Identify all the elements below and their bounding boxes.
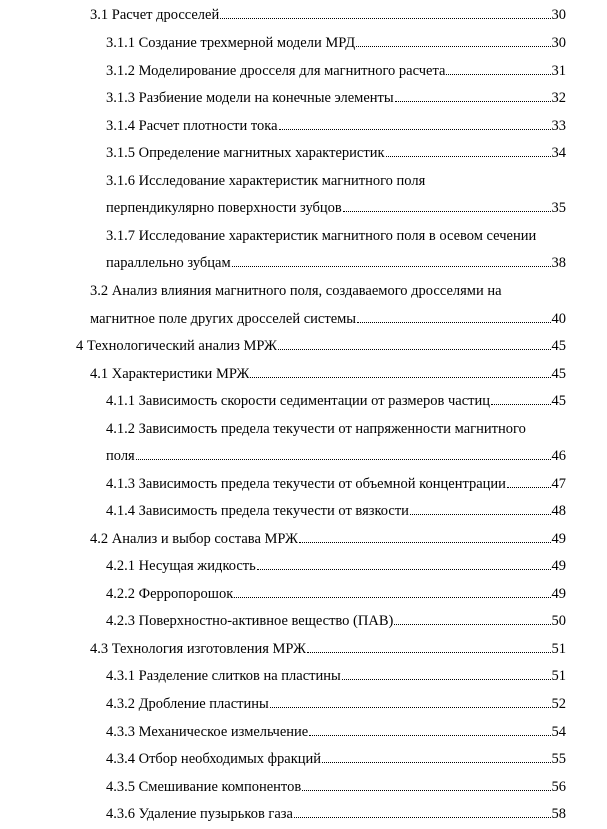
toc-row — [0, 280, 607, 302]
dot-leader — [386, 143, 551, 157]
dot-leader — [343, 198, 551, 212]
toc-entry-3-1-6[interactable] — [106, 197, 566, 219]
toc-row — [0, 197, 607, 219]
toc-row — [0, 473, 607, 495]
toc-entry-title: 4.2.3 Поверхностно-активное вещество (ПАВ) — [106, 613, 394, 629]
toc-row — [0, 555, 607, 577]
toc-row — [0, 528, 607, 550]
toc-row — [0, 115, 607, 137]
toc-page-number: 52 — [551, 696, 566, 712]
toc-entry-title: 3.1.1 Создание трехмерной модели МРД — [106, 35, 356, 51]
toc-entry-title: 3.1.4 Расчет плотности тока — [106, 118, 278, 134]
dot-leader — [294, 804, 551, 818]
toc-row — [0, 335, 607, 357]
toc-entry-4-2-2[interactable] — [106, 583, 566, 605]
toc-page-number: 49 — [551, 558, 566, 574]
toc-entry-title: параллельно зубцам — [106, 255, 231, 271]
toc-page-number: 30 — [551, 7, 566, 23]
toc-row — [0, 748, 607, 770]
toc-entry-4-3[interactable] — [90, 638, 566, 660]
toc-entry-title: 4.3.6 Удаление пузырьков газа — [106, 806, 293, 822]
toc-row — [0, 583, 607, 605]
toc-row — [0, 308, 607, 330]
toc-page-number: 31 — [551, 63, 566, 79]
dot-leader — [410, 501, 551, 515]
toc-page-number: 47 — [551, 476, 566, 492]
dot-leader — [446, 61, 550, 75]
toc-row — [0, 60, 607, 82]
toc-entry-4-2[interactable] — [90, 528, 566, 550]
dot-leader — [356, 33, 550, 47]
dot-leader — [307, 639, 551, 653]
toc-entry-title: 3.1.2 Моделирование дросселя для магнитного расчета — [106, 63, 446, 79]
toc-entry-3-1-7[interactable] — [106, 252, 566, 274]
dot-leader — [357, 309, 550, 323]
dot-leader — [278, 336, 551, 350]
toc-page-number: 40 — [551, 311, 566, 327]
toc-row — [0, 87, 607, 109]
dot-leader — [302, 777, 550, 791]
toc-page-number: 54 — [551, 724, 566, 740]
toc-row — [0, 170, 607, 192]
toc-entry-title-line1[interactable]: 4.1.2 Зависимость предела текучести от напряженности магнитного — [106, 421, 526, 437]
toc-page-number: 49 — [551, 531, 566, 547]
toc-entry-title: 3.1.5 Определение магнитных характеристик — [106, 145, 385, 161]
toc-page-number: 30 — [551, 35, 566, 51]
toc-entry-4-1-2[interactable] — [106, 445, 566, 467]
toc-entry-title-line1[interactable]: 3.1.7 Исследование характеристик магнитного поля в осевом сечении — [106, 228, 537, 244]
toc-entry-title: 4.2.2 Ферропорошок — [106, 586, 234, 602]
toc-page-number: 35 — [551, 200, 566, 216]
toc-entry-title: 3.1.3 Разбиение модели на конечные элементы — [106, 90, 394, 106]
toc-entry-title: 4.1.4 Зависимость предела текучести от вязкости — [106, 503, 409, 519]
toc-row — [0, 665, 607, 687]
toc-row — [0, 390, 607, 412]
toc-page-number: 38 — [551, 255, 566, 271]
dot-leader — [257, 556, 551, 570]
toc-entry-title: 4.1 Характеристики МРЖ — [90, 366, 250, 382]
toc-row — [0, 32, 607, 54]
toc-page-number: 45 — [551, 338, 566, 354]
toc-entry-title: 4.2.1 Несущая жидкость — [106, 558, 256, 574]
dot-leader — [270, 694, 551, 708]
toc-row — [0, 142, 607, 164]
toc-entry-4-3-4[interactable] — [106, 748, 566, 770]
dot-leader — [507, 474, 551, 488]
toc-row — [0, 610, 607, 632]
toc-page-number: 48 — [551, 503, 566, 519]
toc-entry-3-1-5[interactable] — [106, 142, 566, 164]
toc-entry-title: 4.3.1 Разделение слитков на пластины — [106, 668, 341, 684]
toc-entry-4-3-5[interactable] — [106, 776, 566, 798]
toc-entry-title: 4.3.2 Дробление пластины — [106, 696, 269, 712]
toc-entry-4-2-3[interactable] — [106, 610, 566, 632]
toc-entry-3-1-3[interactable] — [106, 87, 566, 109]
toc-page-number: 32 — [551, 90, 566, 106]
toc-entry-title: 4.3 Технология изготовления МРЖ — [90, 641, 306, 657]
dot-leader — [309, 722, 550, 736]
toc-page-number: 49 — [551, 586, 566, 602]
toc-entry-3-2[interactable] — [90, 308, 566, 330]
toc-row — [0, 500, 607, 522]
toc-entry-4-3-3[interactable] — [106, 721, 566, 743]
toc-entry-3-1[interactable] — [90, 4, 566, 26]
dot-leader — [232, 253, 551, 267]
toc-entry-3-1-1[interactable] — [106, 32, 566, 54]
toc-row — [0, 225, 607, 247]
toc-row — [0, 776, 607, 798]
dot-leader — [234, 584, 550, 598]
toc-page-number: 56 — [551, 779, 566, 795]
toc-row — [0, 445, 607, 467]
toc-entry-title: 4.3.3 Механическое измельчение — [106, 724, 309, 740]
toc-entry-4[interactable] — [76, 335, 566, 357]
toc-row — [0, 803, 607, 825]
toc-page-number: 51 — [551, 668, 566, 684]
toc-entry-title: поля — [106, 448, 135, 464]
toc-row — [0, 638, 607, 660]
toc-page-number: 33 — [551, 118, 566, 134]
dot-leader — [342, 666, 551, 680]
toc-row — [0, 363, 607, 385]
toc-entry-4-3-2[interactable] — [106, 693, 566, 715]
dot-leader — [322, 749, 550, 763]
toc-page-number: 45 — [551, 366, 566, 382]
toc-page-number: 45 — [551, 393, 566, 409]
toc-entry-title: 3.1 Расчет дросселей — [90, 7, 220, 23]
dot-leader — [395, 88, 551, 102]
toc-page-number: 34 — [551, 145, 566, 161]
toc-page-number: 51 — [551, 641, 566, 657]
dot-leader — [220, 5, 550, 19]
toc-page-number: 58 — [551, 806, 566, 822]
toc-page-number: 50 — [551, 613, 566, 629]
toc-entry-4-3-1[interactable] — [106, 665, 566, 687]
toc-page-number: 46 — [551, 448, 566, 464]
toc-entry-title: 4.1.3 Зависимость предела текучести от объемной концентрации — [106, 476, 506, 492]
toc-row — [0, 418, 607, 440]
toc-entry-title: 4.2 Анализ и выбор состава МРЖ — [90, 531, 298, 547]
toc-entry-4-1-1[interactable] — [106, 390, 566, 412]
toc-entry-title-line1[interactable]: 3.1.6 Исследование характеристик магнитного поля — [106, 173, 426, 189]
toc-row — [0, 252, 607, 274]
dot-leader — [299, 529, 551, 543]
toc-entry-4-1-4[interactable] — [106, 500, 566, 522]
toc-entry-title-line1[interactable]: 3.2 Анализ влияния магнитного поля, создаваемого дросселями на — [90, 283, 502, 299]
toc-row — [0, 693, 607, 715]
toc-entry-title: 4.3.5 Смешивание компонентов — [106, 779, 302, 795]
toc-entry-4-1-3[interactable] — [106, 473, 566, 495]
toc-entry-title: магнитное поле других дросселей системы — [90, 311, 357, 327]
toc-row — [0, 4, 607, 26]
toc-entry-4-2-1[interactable] — [106, 555, 566, 577]
toc-entry-4-1[interactable] — [90, 363, 566, 385]
dot-leader — [394, 611, 550, 625]
toc-entry-title: 4 Технологический анализ МРЖ — [76, 338, 277, 354]
toc-entry-title: 4.1.1 Зависимость скорости седиментации от размеров частиц — [106, 393, 490, 409]
dot-leader — [250, 364, 550, 378]
toc-entry-title: 4.3.4 Отбор необходимых фракций — [106, 751, 322, 767]
toc-row — [0, 721, 607, 743]
toc-entry-4-3-6[interactable] — [106, 803, 566, 825]
toc-entry-3-1-4[interactable] — [106, 115, 566, 137]
dot-leader — [491, 391, 551, 405]
toc-entry-3-1-2[interactable] — [106, 60, 566, 82]
toc-entry-title: перпендикулярно поверхности зубцов — [106, 200, 342, 216]
dot-leader — [136, 446, 551, 460]
toc-page-number: 55 — [551, 751, 566, 767]
dot-leader — [279, 116, 551, 130]
